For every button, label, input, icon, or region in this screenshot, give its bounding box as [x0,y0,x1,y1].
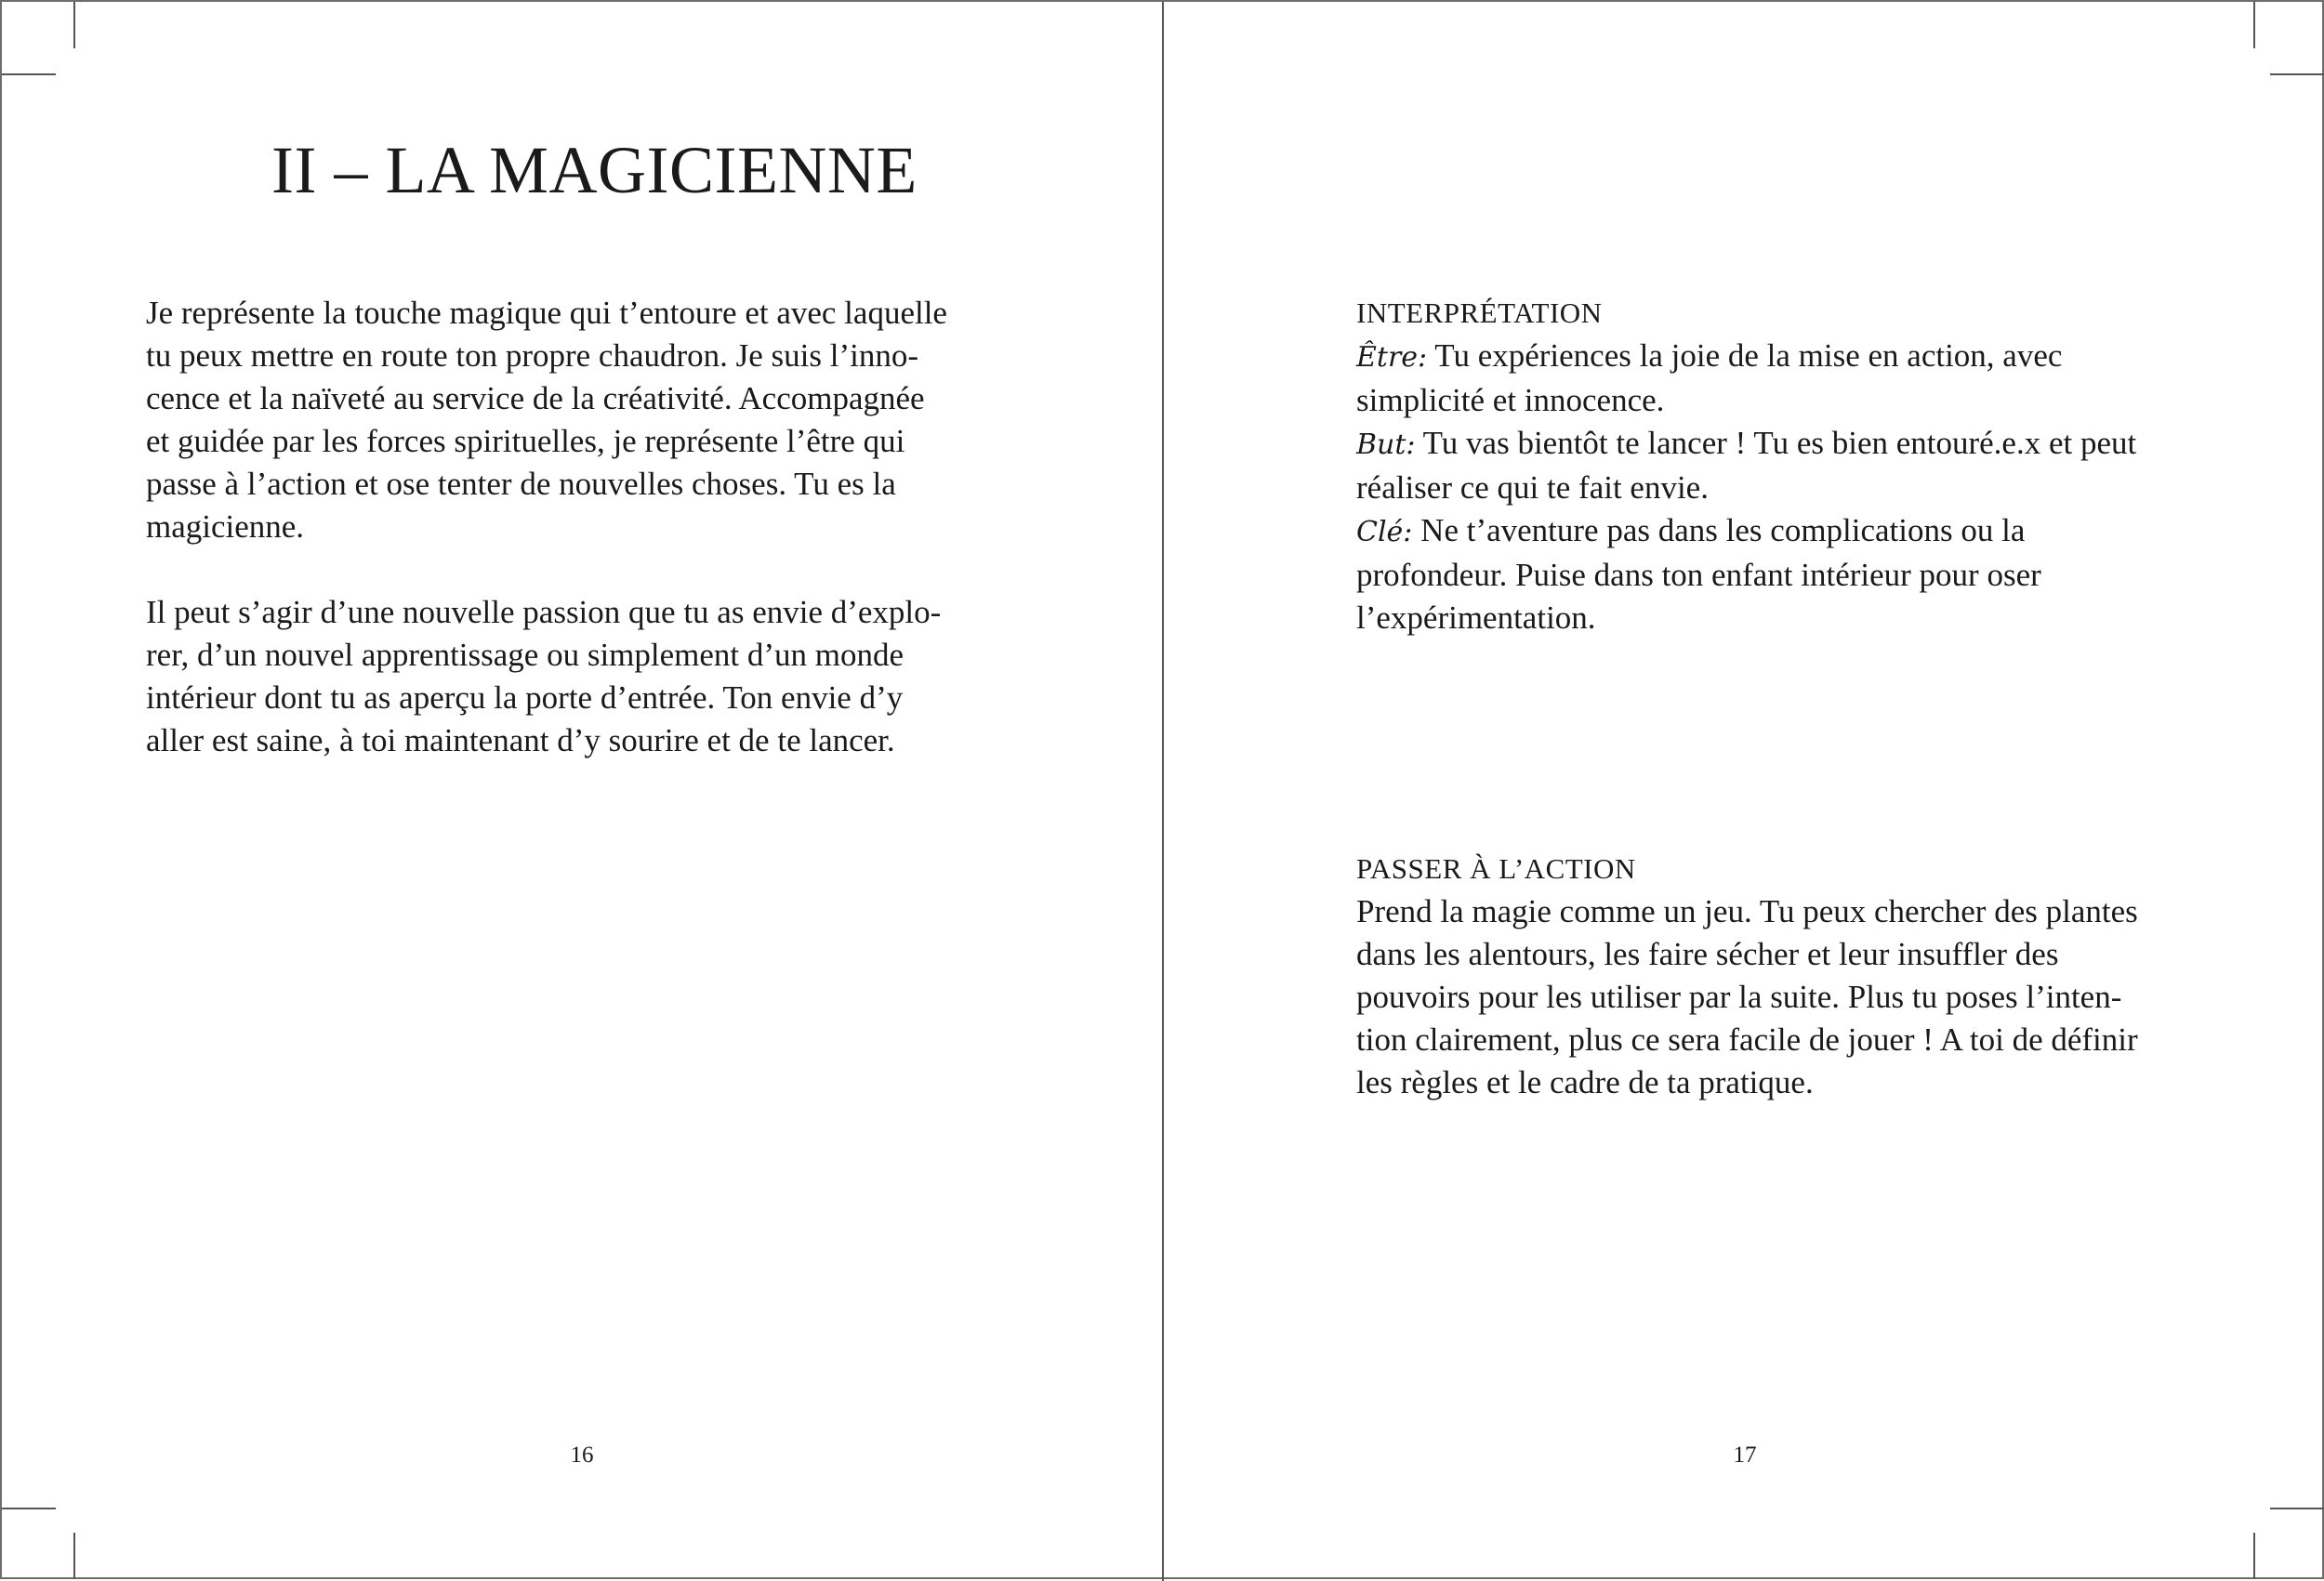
intro-paragraph [146,292,947,548]
passer-a-l-action-section [1356,848,2138,1104]
action-body [1356,890,2138,1104]
interpretation-body [1356,335,2136,639]
but-text: Tu vas bientôt te lancer ! Tu es bien entouré.e.x et peut [1415,425,2137,461]
but-label: But: [1356,428,1416,461]
etre-line [1356,335,2136,379]
text-line: rer, d’un nouvel apprentissage ou simplement d’un monde [146,637,905,673]
cle-line [1356,509,2136,554]
text-line: cence et la naïveté au service de la créativité. Accompagnée [146,380,925,416]
text-line: les règles et le cadre de ta pratique. [1356,1064,1814,1100]
cle-label: Clé: [1356,516,1413,548]
text-line: profondeur. Puise dans ton enfant intérieur pour oser [1356,557,2041,593]
left-page [2,2,1162,1581]
text-line: tion clairement, plus ce sera facile de jouer ! A toi de définir [1356,1021,2138,1058]
interpretation-heading: INTERPRÉTATION [1356,296,1603,329]
text-line: passe à l’action et ose tenter de nouvelles choses. Tu es la [146,466,896,502]
second-paragraph [146,591,941,762]
text-line: intérieur dont tu as aperçu la porte d’entrée. Ton envie d’y [146,679,904,716]
action-heading: PASSER À L’ACTION [1356,852,1636,885]
text-line: réaliser ce qui te fait envie. [1356,469,1709,506]
text-line: et guidée par les forces spirituelles, je représente l’être qui [146,423,905,459]
text-line: l’expérimentation. [1356,599,1596,636]
chapter-title: II – LA MAGICIENNE [271,133,918,207]
interpretation-section [1356,292,2136,639]
etre-label: Être: [1356,341,1428,374]
text-line: dans les alentours, les faire sécher et leur insuffler des [1356,936,2059,972]
text-line: aller est saine, à toi maintenant d’y sourire et de te lancer. [146,722,895,758]
page-number-right: 17 [1733,1443,1757,1468]
text-line: magicienne. [146,508,305,545]
text-line: Il peut s’agir d’une nouvelle passion que tu as envie d’explo- [146,594,942,630]
text-line: tu peux mettre en route ton propre chaudron. Je suis l’inno- [146,337,919,374]
but-line [1356,422,2136,467]
text-line: Je représente la touche magique qui t’entoure et avec laquelle [146,295,947,331]
page-number-left: 16 [570,1443,594,1468]
right-page [1164,2,2324,1581]
text-line: Prend la magie comme un jeu. Tu peux chercher des plantes [1356,893,2138,929]
text-line: pouvoirs pour les utiliser par la suite. Plus tu poses l’inten- [1356,979,2122,1015]
cle-text: Ne t’aventure pas dans les complications ou la [1412,512,2026,548]
etre-text: Tu expériences la joie de la mise en action, avec [1427,337,2063,374]
text-line: simplicité et innocence. [1356,382,1665,418]
